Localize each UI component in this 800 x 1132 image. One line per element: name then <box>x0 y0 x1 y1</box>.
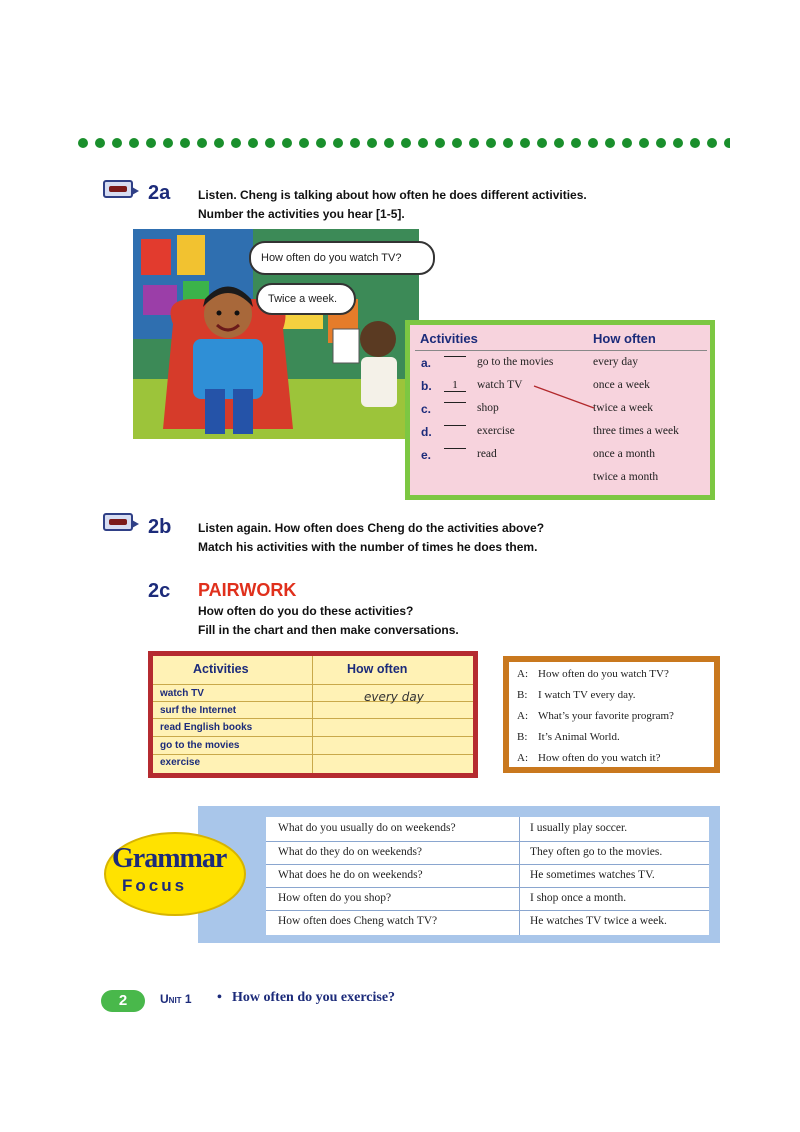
section-2c-number: 2c <box>148 580 171 602</box>
divider-dot <box>418 138 428 148</box>
section-2a-instruction <box>198 186 587 224</box>
chart-row-divider <box>153 684 473 685</box>
instruction-line: Fill in the chart and then make conversations. <box>198 623 459 637</box>
divider-dot <box>401 138 411 148</box>
divider-dot <box>537 138 547 148</box>
instruction-line: Listen. Cheng is talking about how often he does different activities. <box>198 188 587 202</box>
activity-item: shop <box>477 402 499 414</box>
footer-title: How often do you exercise? <box>232 990 396 1005</box>
answer-blank[interactable] <box>444 448 466 449</box>
matching-line <box>530 382 600 412</box>
divider-dot <box>520 138 530 148</box>
footer-unit: Unit 1 <box>160 992 192 1006</box>
row-letter: c. <box>421 402 432 416</box>
divider-dot <box>503 138 513 148</box>
divider-dot <box>673 138 683 148</box>
divider-dot <box>112 138 122 148</box>
chart-activities-header: Activities <box>193 662 249 676</box>
instruction-line: Match his activities with the number of times he does them. <box>198 540 538 554</box>
frequency-item: three times a week <box>593 425 679 437</box>
divider-dot <box>248 138 258 148</box>
row-letter: a. <box>421 356 432 370</box>
section-2b-instruction <box>198 519 544 557</box>
logo-line-grammar: Grammar <box>112 843 227 874</box>
divider-dot <box>299 138 309 148</box>
divider-dot <box>282 138 292 148</box>
divider-dot <box>146 138 156 148</box>
how-often-header: How often <box>593 331 656 346</box>
header-divider <box>415 350 707 351</box>
cassette-icon <box>103 180 133 198</box>
grammar-question: How often do you shop? <box>278 892 392 904</box>
divider-dot <box>622 138 632 148</box>
cassette-icon <box>103 513 133 531</box>
logo-line-focus: Focus <box>122 876 188 895</box>
activities-header: Activities <box>420 331 478 346</box>
conversation-line: How often do you watch TV? <box>538 668 669 680</box>
grammar-question: How often does Cheng watch TV? <box>278 915 438 927</box>
divider-dot <box>486 138 496 148</box>
divider-dot <box>129 138 139 148</box>
divider-dot <box>554 138 564 148</box>
divider-dot <box>197 138 207 148</box>
grammar-row-divider <box>266 864 709 865</box>
conversation-speaker: A: <box>517 710 528 722</box>
grammar-answer: I shop once a month. <box>530 892 627 904</box>
divider-dot <box>707 138 717 148</box>
section-2b-number: 2b <box>148 516 172 538</box>
chart-row-divider <box>153 736 473 737</box>
grammar-row-divider <box>266 887 709 888</box>
divider-dot <box>367 138 377 148</box>
divider-dot <box>265 138 275 148</box>
divider-dot <box>469 138 479 148</box>
divider-dot <box>452 138 462 148</box>
divider-dot <box>350 138 360 148</box>
divider-dot <box>690 138 700 148</box>
row-letter: b. <box>421 379 432 393</box>
chart-answer[interactable] <box>364 705 464 718</box>
chart-column-divider <box>312 656 313 773</box>
grammar-row-divider <box>266 841 709 842</box>
divider-dot <box>435 138 445 148</box>
divider-dot <box>724 138 730 148</box>
conversation-line: What’s your favorite program? <box>538 710 674 722</box>
frequency-item: once a week <box>593 379 650 391</box>
divider-dot <box>231 138 241 148</box>
grammar-answer: They often go to the movies. <box>530 846 663 858</box>
divider-dot <box>180 138 190 148</box>
grammar-column-divider <box>519 817 520 935</box>
activity-item: read <box>477 448 497 460</box>
chart-answer[interactable] <box>364 740 464 753</box>
conversation-speaker: B: <box>517 731 528 743</box>
answer-blank[interactable] <box>444 402 466 403</box>
chart-row-divider <box>153 701 473 702</box>
instruction-line: Number the activities you hear [1-5]. <box>198 207 405 221</box>
chart-activity: go to the movies <box>160 740 240 751</box>
section-2a-number: 2a <box>148 182 171 204</box>
chart-activity: read English books <box>160 722 253 733</box>
chart-answer[interactable] <box>364 722 464 735</box>
grammar-question: What do you usually do on weekends? <box>278 822 456 834</box>
grammar-row-divider <box>266 910 709 911</box>
answer-blank[interactable] <box>444 356 466 357</box>
grammar-answer: He sometimes watches TV. <box>530 869 655 881</box>
divider-dot <box>333 138 343 148</box>
divider-dot <box>163 138 173 148</box>
divider-dot <box>639 138 649 148</box>
conversation-speaker: A: <box>517 752 528 764</box>
conversation-line: It’s Animal World. <box>538 731 620 743</box>
chart-activity: watch TV <box>160 688 204 699</box>
dotted-divider <box>78 137 730 151</box>
instruction-line: Listen again. How often does Cheng do the activities above? <box>198 521 545 535</box>
chart-activity: exercise <box>160 757 201 768</box>
activity-item: watch TV <box>477 379 523 391</box>
divider-dot <box>214 138 224 148</box>
chart-answer[interactable] <box>364 757 464 770</box>
conversation-line: How often do you watch it? <box>538 752 661 764</box>
chart-activity: surf the Internet <box>160 705 237 716</box>
divider-dot <box>656 138 666 148</box>
footer-bullet: • <box>217 990 222 1005</box>
divider-dot <box>316 138 326 148</box>
divider-dot <box>588 138 598 148</box>
chart-how-often-header: How often <box>347 662 408 676</box>
conversation-speaker: B: <box>517 689 528 701</box>
grammar-question: What do they do on weekends? <box>278 846 423 858</box>
chart-row-divider <box>153 754 473 755</box>
grammar-question: What does he do on weekends? <box>278 869 423 881</box>
row-letter: e. <box>421 448 432 462</box>
section-2c-instruction <box>198 602 459 640</box>
answer-blank[interactable]: 1 <box>444 379 466 392</box>
conversation-speaker: A: <box>517 668 528 680</box>
grammar-answer: He watches TV twice a week. <box>530 915 667 927</box>
divider-dot <box>384 138 394 148</box>
frequency-item: every day <box>593 356 639 368</box>
speech-bubble-answer: Twice a week. <box>256 283 356 315</box>
activity-item: exercise <box>477 425 515 437</box>
divider-dot <box>571 138 581 148</box>
pairwork-title: PAIRWORK <box>198 580 297 600</box>
divider-dot <box>95 138 105 148</box>
frequency-item: twice a month <box>593 471 659 483</box>
page-number-badge: 2 <box>101 990 145 1012</box>
divider-dot <box>78 138 88 148</box>
conversation-line: I watch TV every day. <box>538 689 636 701</box>
frequency-item: once a month <box>593 448 655 460</box>
frequency-item: twice a week <box>593 402 654 414</box>
chart-row-divider <box>153 718 473 719</box>
grammar-answer: I usually play soccer. <box>530 822 628 834</box>
row-letter: d. <box>421 425 432 439</box>
activity-item: go to the movies <box>477 356 554 368</box>
instruction-line: How often do you do these activities? <box>198 604 414 618</box>
answer-blank[interactable] <box>444 425 466 426</box>
speech-bubble-question: How often do you watch TV? <box>249 241 435 275</box>
divider-dot <box>605 138 615 148</box>
chart-answer[interactable]: every day <box>364 690 424 704</box>
